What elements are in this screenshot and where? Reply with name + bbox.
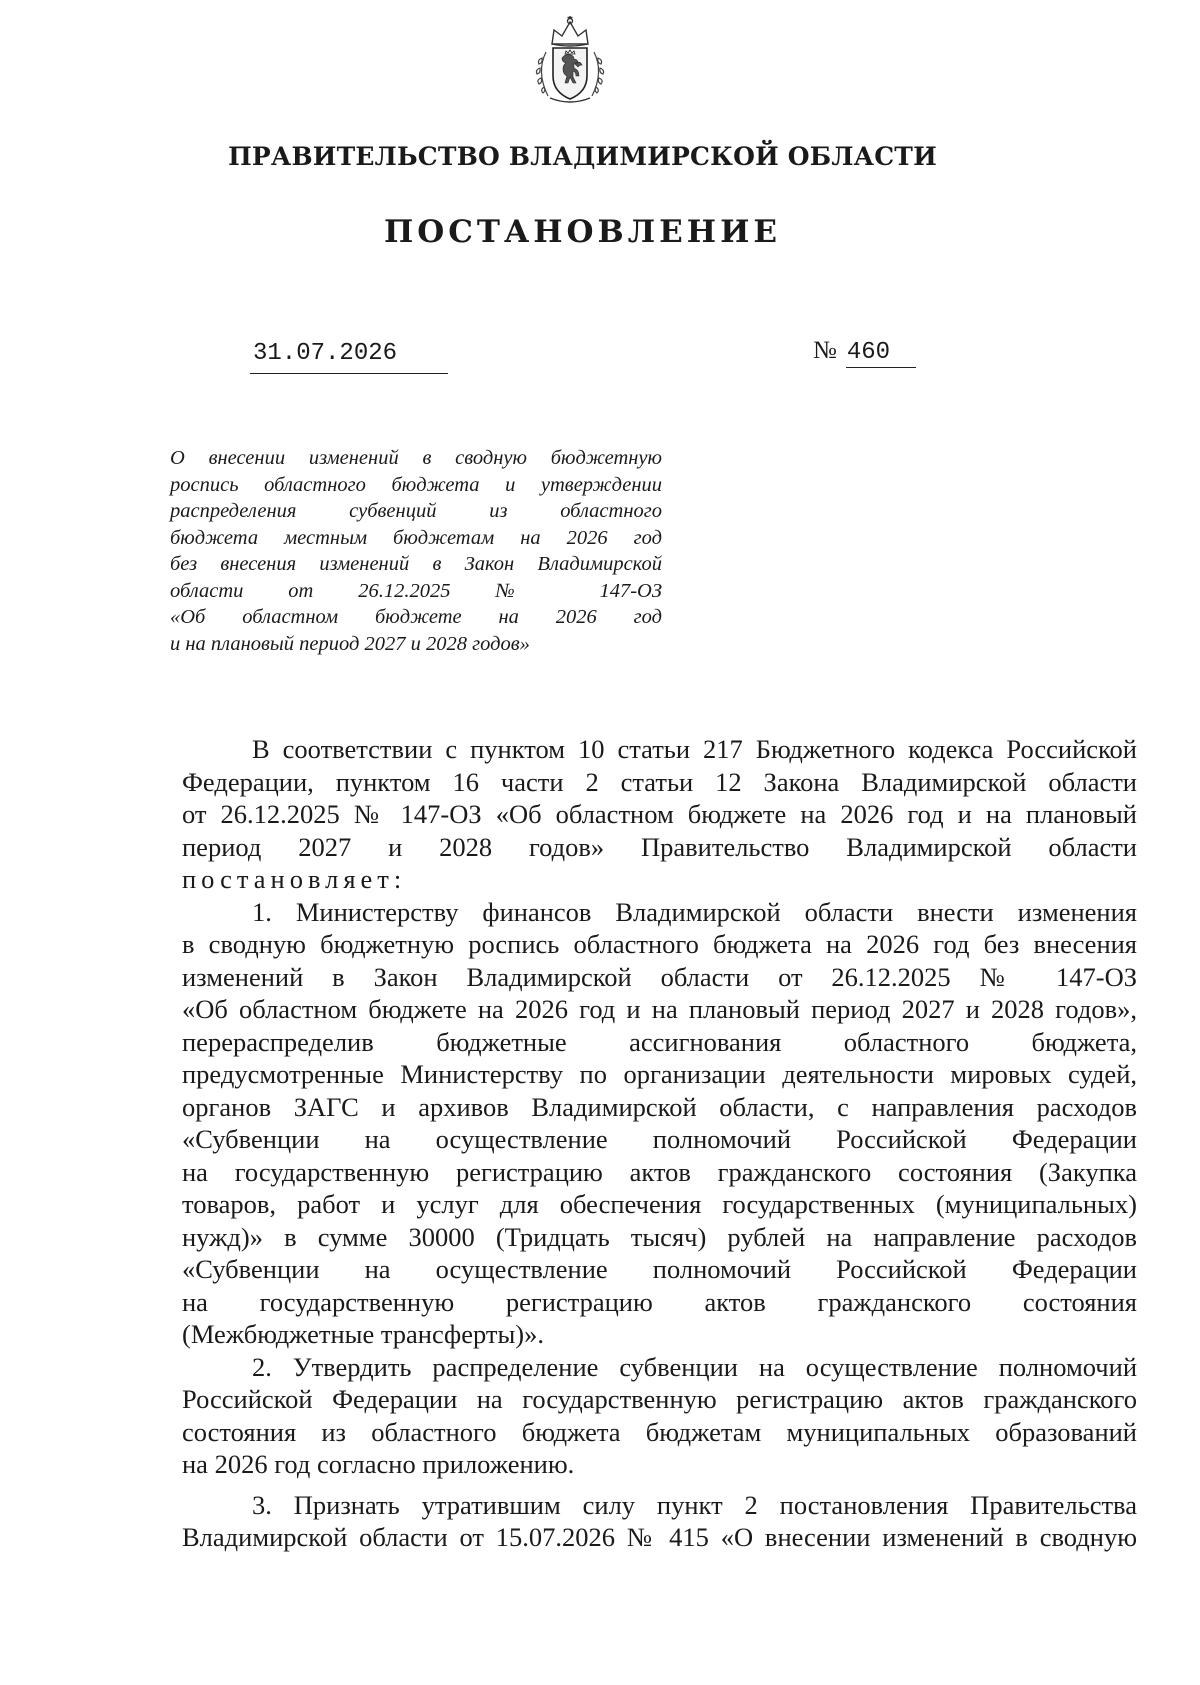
item1-line: «Субвенции на осуществление полномочий Российской Федерации: [182, 1254, 1137, 1284]
subject-line: бюджета местным бюджетам на 2026 год: [170, 526, 662, 549]
item3-line: 3. Признать утратившим силу пункт 2 постановления Правительства: [252, 1489, 1137, 1520]
preamble-line: Федерации, пунктом 16 части 2 статьи 12 Закона Владимирской области: [182, 766, 1137, 797]
coat-of-arms-icon: [532, 14, 608, 106]
item2-line: 2. Утвердить распределение субвенции на осуществление полномочий: [252, 1351, 1137, 1382]
preamble-line: В соответствии с пунктом 10 статьи 217 Бюджетного кодекса Российской: [252, 734, 1137, 764]
item1-line: «Субвенции на осуществление полномочий Российской Федерации: [182, 1124, 1137, 1154]
item1-line: предусмотренные Министерству по организации деятельности мировых судей,: [182, 1059, 1137, 1089]
item1-line: нужд)» в сумме 30000 (Тридцать тысяч) рублей на направление расходов: [182, 1221, 1137, 1252]
item3-line: Владимирской области от 15.07.2026 № 415 «О внесении изменений в сводную: [182, 1522, 1137, 1552]
preamble-line: от 26.12.2025 № 147-ОЗ «Об областном бюджете на 2026 год и на плановый: [182, 799, 1137, 829]
preamble-line: постановляет:: [182, 864, 407, 894]
subject-line: роспись областного бюджета и утверждении: [170, 473, 662, 496]
document-number-block: [813, 337, 890, 366]
subject-line: распределения субвенций из областного: [170, 500, 662, 522]
subject-line: О внесении изменений в сводную бюджетную: [170, 447, 662, 469]
item1-line: на государственную регистрацию актов гражданского состояния: [182, 1286, 1137, 1317]
preamble-line: период 2027 и 2028 годов» Правительство Владимирской области: [182, 831, 1137, 862]
item1-line: изменений в Закон Владимирской области от 26.12.2025 № 147-ОЗ: [182, 961, 1137, 992]
item1-line: «Об областном бюджете на 2026 год и на плановый период 2027 и 2028 годов»,: [182, 994, 1137, 1024]
document-number: 460: [846, 339, 891, 366]
subject-line: без внесения изменений в Закон Владимирской: [170, 553, 662, 575]
item1-line: в сводную бюджетную роспись областного бюджета на 2026 год без внесения: [182, 929, 1137, 959]
number-underline: [846, 367, 916, 368]
document-date: 31.07.2026: [253, 340, 398, 367]
document-body: [182, 733, 1137, 1554]
number-sign: №: [813, 337, 837, 364]
item1-line: (Межбюджетные трансферты)».: [182, 1319, 544, 1349]
document-subject: [170, 445, 662, 657]
item1-line: на государственную регистрацию актов гражданского состояния (Закупка: [182, 1156, 1137, 1187]
date-underline: [250, 373, 448, 374]
item1-line: органов ЗАГС и архивов Владимирской области, с направления расходов: [182, 1091, 1137, 1122]
organization-title: ПРАВИТЕЛЬСТВО ВЛАДИМИРСКОЙ ОБЛАСТИ: [228, 142, 937, 171]
item2-line: Российской Федерации на государственную регистрацию актов гражданского: [182, 1384, 1137, 1414]
item1-line: 1. Министерству финансов Владимирской области внести изменения: [252, 896, 1137, 927]
subject-line: области от 26.12.2025 № 147-ОЗ: [170, 579, 662, 602]
subject-line: и на плановый период 2027 и 2028 годов»: [170, 632, 530, 655]
item1-line: товаров, работ и услуг для обеспечения государственных (муниципальных): [182, 1189, 1137, 1219]
subject-line: «Об областном бюджете на 2026 год: [170, 606, 662, 628]
item2-line: на 2026 год согласно приложению.: [182, 1449, 575, 1479]
item2-line: состояния из областного бюджета бюджетам муниципальных образований: [182, 1416, 1137, 1447]
document-type-heading: ПОСТАНОВЛЕНИЕ: [383, 214, 781, 250]
item1-line: перераспределив бюджетные ассигнования областного бюджета,: [182, 1026, 1137, 1057]
